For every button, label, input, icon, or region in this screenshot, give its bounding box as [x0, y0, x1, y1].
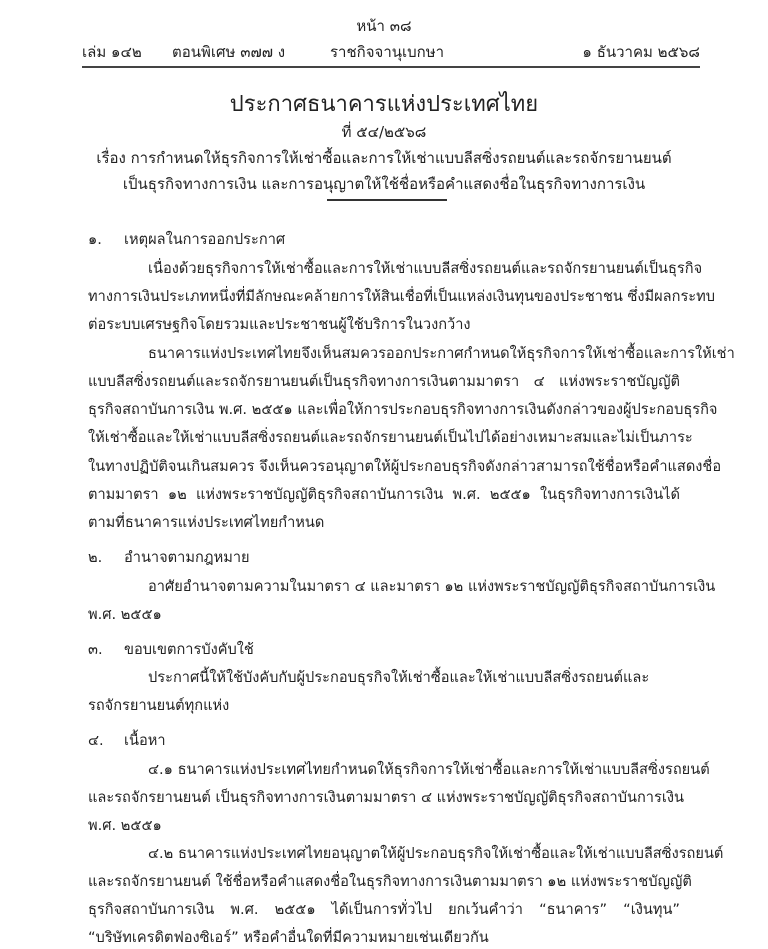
- subject-line-2: เป็นธุรกิจทางการเงิน และการอนุญาตให้ใช้ชื่อหรือคำแสดงชื่อในธุรกิจทางการเงิน: [122, 175, 646, 193]
- title-divider: [327, 199, 447, 201]
- paragraph-line: เนื่องด้วยธุรกิจการให้เช่าซื้อและการให้เช่าแบบลีสซิ่งรถยนต์และรถจักรยานยนต์เป็นธุรกิจ: [148, 260, 703, 277]
- announcement-number: ที่ ๕๔/๒๕๖๘: [341, 123, 427, 141]
- section-number: ๒.: [88, 549, 103, 566]
- paragraph-line: ธนาคารแห่งประเทศไทยจึงเห็นสมควรออกประกาศกำหนดให้ธุรกิจการให้เช่าซื้อและการให้เช่า: [148, 345, 735, 362]
- paragraph-line: พ.ศ. ๒๕๕๑: [88, 606, 162, 623]
- publication-date: ๑ ธันวาคม ๒๕๖๘: [582, 43, 700, 61]
- paragraph-line: อาศัยอำนาจตามความในมาตรา ๔ และมาตรา ๑๒ แห่งพระราชบัญญัติธุรกิจสถาบันการเงิน: [148, 578, 716, 595]
- paragraph-line: ประกาศนี้ให้ใช้บังคับกับผู้ประกอบธุรกิจให้เช่าซื้อและให้เช่าแบบลีสซิ่งรถยนต์และ: [148, 669, 650, 686]
- gazette-name: ราชกิจจานุเบกษา: [330, 43, 445, 61]
- paragraph-line: ตามที่ธนาคารแห่งประเทศไทยกำหนด: [88, 514, 325, 531]
- section-heading: [88, 638, 254, 661]
- section-title: ขอบเขตการบังคับใช้: [124, 641, 254, 658]
- volume-label: เล่ม ๑๔๒: [82, 43, 142, 61]
- subject-line-1: เรื่อง การกำหนดให้ธุรกิจการให้เช่าซื้อและการให้เช่าแบบลีสซิ่งรถยนต์และรถจักรยานยนต์: [96, 149, 672, 167]
- page-number: หน้า ๓๘: [356, 17, 412, 35]
- issue-label: ตอนพิเศษ ๓๗๗ ง: [172, 43, 286, 61]
- paragraph-line: แบบลีสซิ่งรถยนต์และรถจักรยานยนต์เป็นธุรกิจทางการเงินตามมาตรา ๔ แห่งพระราชบัญญัติ: [88, 373, 680, 390]
- section-heading: [88, 228, 285, 251]
- paragraph-line: ทางการเงินประเภทหนึ่งที่มีลักษณะคล้ายการให้สินเชื่อที่เป็นแหล่งเงินทุนของประชาชน ซึ่งมีผลกระทบ: [88, 288, 716, 305]
- section-heading: [88, 546, 250, 569]
- paragraph-line: และรถจักรยานยนต์ เป็นธุรกิจทางการเงินตามมาตรา ๔ แห่งพระราชบัญญัติธุรกิจสถาบันการเงิน: [88, 789, 684, 806]
- paragraph-line: รถจักรยานยนต์ทุกแห่ง: [88, 697, 230, 714]
- section-heading: [88, 729, 166, 752]
- section-title: เหตุผลในการออกประกาศ: [124, 231, 286, 248]
- paragraph-line: และรถจักรยานยนต์ ใช้ชื่อหรือคำแสดงชื่อในธุรกิจทางการเงินตามมาตรา ๑๒ แห่งพระราชบัญญัติ: [88, 873, 692, 890]
- paragraph-line: ให้เช่าซื้อและให้เช่าแบบลีสซิ่งรถยนต์และรถจักรยานยนต์เป็นไปได้อย่างเหมาะสมและไม่เป็นภาระ: [88, 429, 693, 446]
- paragraph-line: ๔.๒ ธนาคารแห่งประเทศไทยอนุญาตให้ผู้ประกอบธุรกิจให้เช่าซื้อและให้เช่าแบบลีสซิ่งรถยนต์: [148, 845, 724, 862]
- paragraph-line: ธุรกิจสถาบันการเงิน พ.ศ. ๒๕๕๑ และเพื่อให้การประกอบธุรกิจทางการเงินดังกล่าวของผู้ประกอบธุรกิจ: [88, 401, 718, 418]
- section-number: ๓.: [88, 641, 103, 658]
- paragraph-line: พ.ศ. ๒๕๕๑: [88, 817, 162, 834]
- section-number: ๑.: [88, 231, 102, 248]
- section-title: อำนาจตามกฎหมาย: [124, 549, 250, 566]
- paragraph-line: ธุรกิจสถาบันการเงิน พ.ศ. ๒๕๕๑ ได้เป็นการทั่วไป ยกเว้นคำว่า “ธนาคาร” “เงินทุน”: [88, 901, 680, 918]
- paragraph-line: ต่อระบบเศรษฐกิจโดยรวมและประชาชนผู้ใช้บริการในวงกว้าง: [88, 316, 471, 333]
- paragraph-line: ในทางปฏิบัติจนเกินสมควร จึงเห็นควรอนุญาตให้ผู้ประกอบธุรกิจดังกล่าวสามารถใช้ชื่อหรือคำแสดงชื่อ: [88, 458, 722, 475]
- section-title: เนื้อหา: [124, 732, 166, 749]
- paragraph-line: “บริษัทเครดิตฟองซิเอร์” หรือคำอื่นใดที่มีความหมายเช่นเดียวกัน: [88, 929, 489, 946]
- announcement-title: ประกาศธนาคารแห่งประเทศไทย: [229, 92, 539, 117]
- section-number: ๔.: [88, 732, 104, 749]
- header-divider: [82, 66, 700, 68]
- paragraph-line: ๔.๑ ธนาคารแห่งประเทศไทยกำหนดให้ธุรกิจการให้เช่าซื้อและการให้เช่าแบบลีสซิ่งรถยนต์: [148, 761, 710, 778]
- paragraph-line: ตามมาตรา ๑๒ แห่งพระราชบัญญัติธุรกิจสถาบันการเงิน พ.ศ. ๒๕๕๑ ในธุรกิจทางการเงินได้: [88, 486, 680, 503]
